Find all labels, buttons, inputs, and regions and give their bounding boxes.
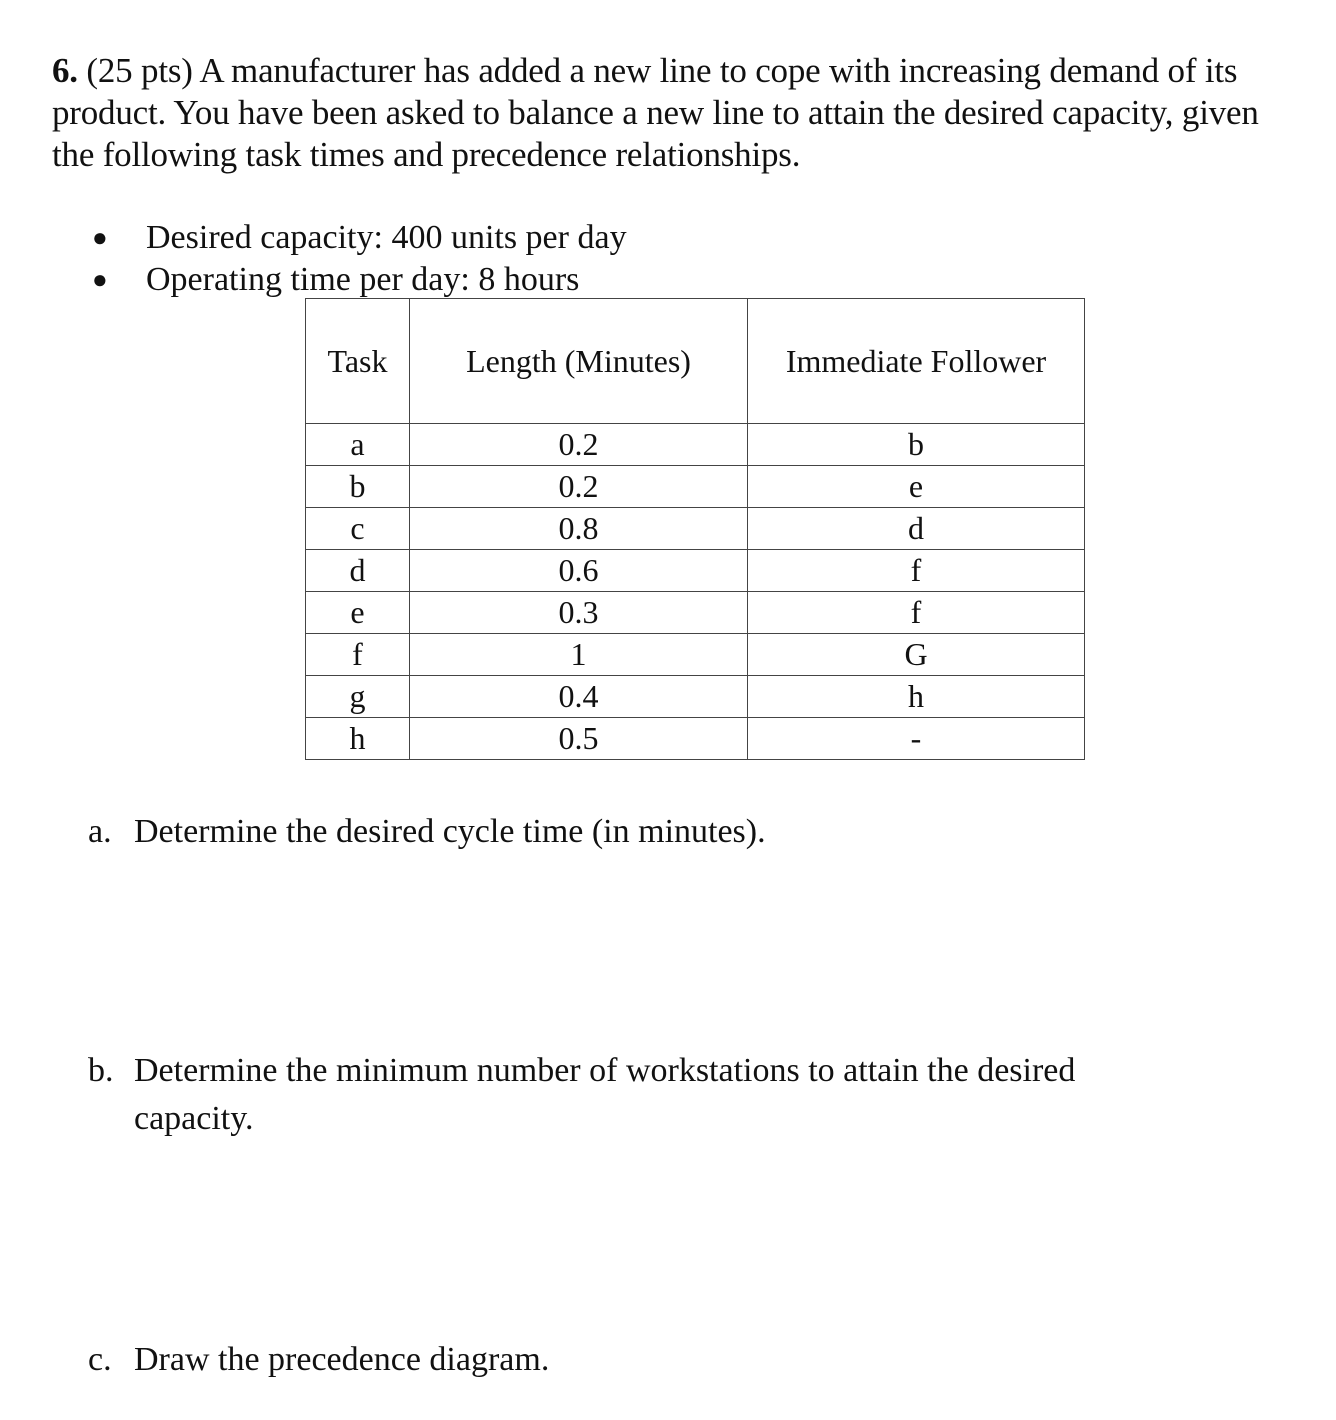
problem-text: (25 pts) A manufacturer has added a new line to cope with increasing demand of its product. You have been asked to balance a new line to attain the desired capacity, given the following task times and precedence relationships. xyxy=(52,51,1259,174)
follower-cell: - xyxy=(748,718,1085,760)
task-cell: d xyxy=(306,550,410,592)
header-length: Length (Minutes) xyxy=(410,299,748,424)
follower-cell: e xyxy=(748,466,1085,508)
follower-cell: f xyxy=(748,592,1085,634)
problem-number: 6. xyxy=(52,51,78,90)
problem-statement xyxy=(52,50,1302,176)
length-cell: 0.2 xyxy=(410,424,748,466)
follower-cell: G xyxy=(748,634,1085,676)
table-row xyxy=(306,424,1085,466)
bullet-item xyxy=(92,259,627,301)
question-b-text: Determine the minimum number of workstations to attain the desired xyxy=(134,1052,1076,1089)
table-row xyxy=(306,550,1085,592)
task-cell: h xyxy=(306,718,410,760)
follower-cell: d xyxy=(748,508,1085,550)
table-row xyxy=(306,508,1085,550)
length-cell: 0.6 xyxy=(410,550,748,592)
bullet-text: Desired capacity: 400 units per day xyxy=(146,219,627,256)
question-c-label: c. xyxy=(88,1341,112,1378)
question-a xyxy=(88,808,766,856)
table-row xyxy=(306,718,1085,760)
length-cell: 0.2 xyxy=(410,466,748,508)
bullet-icon: ● xyxy=(92,223,108,252)
length-cell: 0.4 xyxy=(410,676,748,718)
task-cell: b xyxy=(306,466,410,508)
task-cell: e xyxy=(306,592,410,634)
question-b-text-continued: capacity. xyxy=(134,1100,254,1137)
bullet-text: Operating time per day: 8 hours xyxy=(146,261,580,298)
follower-cell: f xyxy=(748,550,1085,592)
bullet-item xyxy=(92,217,627,259)
table-row xyxy=(306,466,1085,508)
question-a-label: a. xyxy=(88,813,112,850)
length-cell: 0.8 xyxy=(410,508,748,550)
length-cell: 0.3 xyxy=(410,592,748,634)
given-data-list xyxy=(92,217,627,301)
header-task: Task xyxy=(306,299,410,424)
question-c-text: Draw the precedence diagram. xyxy=(134,1341,550,1378)
task-cell: g xyxy=(306,676,410,718)
question-b xyxy=(88,1047,1075,1143)
question-b-label: b. xyxy=(88,1052,114,1089)
table-row xyxy=(306,676,1085,718)
header-follower: Immediate Follower xyxy=(748,299,1085,424)
table-row xyxy=(306,592,1085,634)
task-cell: f xyxy=(306,634,410,676)
task-cell: c xyxy=(306,508,410,550)
question-c xyxy=(88,1336,549,1384)
follower-cell: b xyxy=(748,424,1085,466)
table-row xyxy=(306,634,1085,676)
bullet-icon: ● xyxy=(92,265,108,294)
length-cell: 0.5 xyxy=(410,718,748,760)
question-a-text: Determine the desired cycle time (in minutes). xyxy=(134,813,766,850)
task-cell: a xyxy=(306,424,410,466)
task-table xyxy=(305,298,1085,760)
table-header-row xyxy=(306,299,1085,424)
follower-cell: h xyxy=(748,676,1085,718)
length-cell: 1 xyxy=(410,634,748,676)
